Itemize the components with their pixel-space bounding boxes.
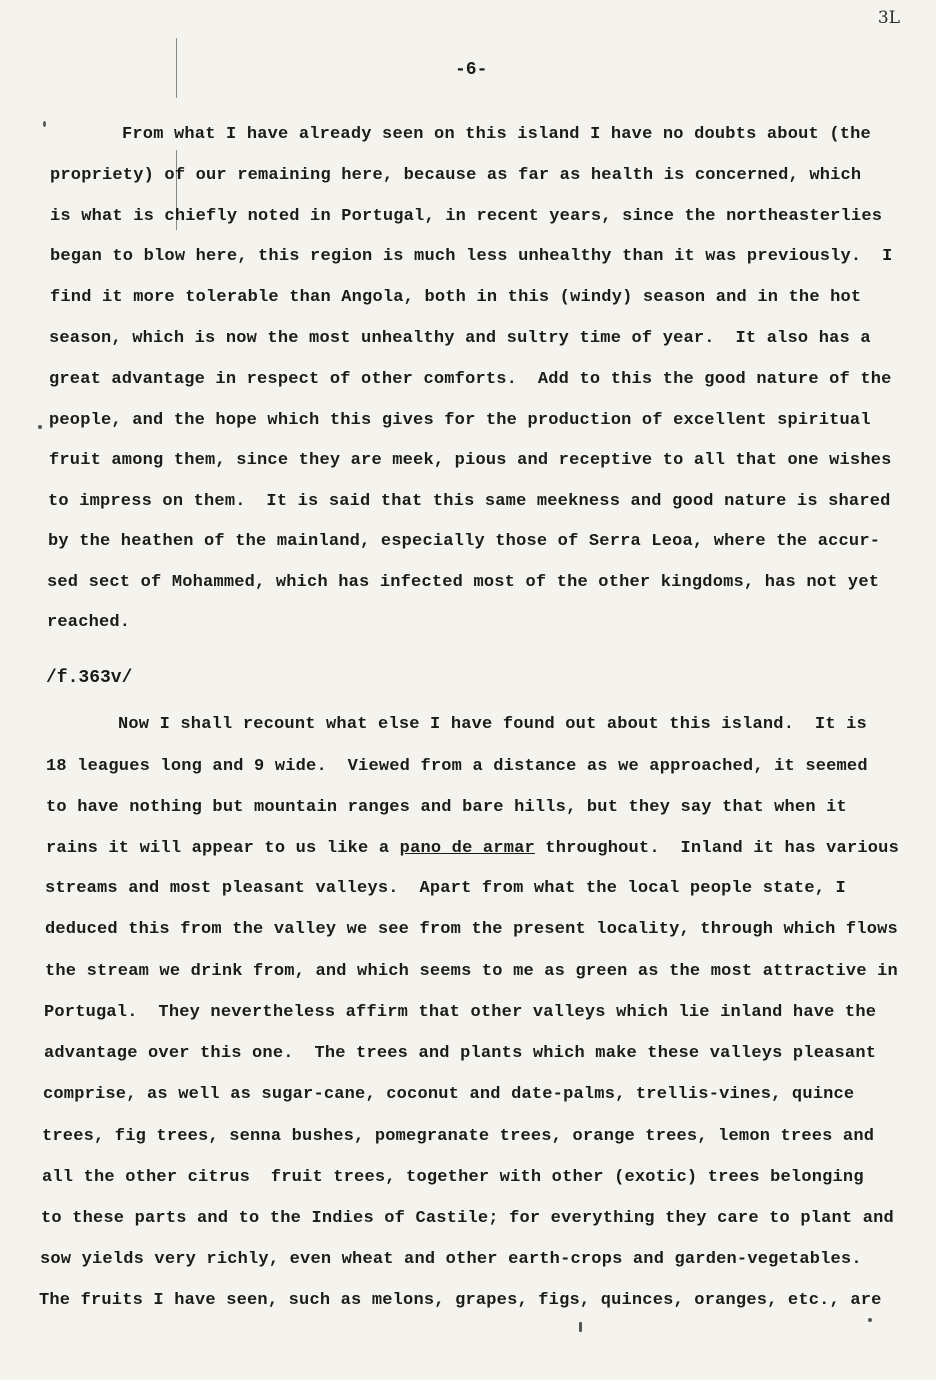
- text-line: From what I have already seen on this island I have no doubts about (the: [122, 125, 871, 144]
- underlined-term: pano de armar: [399, 839, 535, 858]
- scan-speck: [868, 1318, 872, 1322]
- text-line: began to blow here, this region is much less unhealthy than it was previously. I: [50, 247, 893, 266]
- text-line: Now I shall recount what else I have found out about this island. It is: [118, 715, 867, 734]
- text-line: 18 leagues long and 9 wide. Viewed from a distance as we approached, it seemed: [46, 757, 868, 776]
- text-line: is what is chiefly noted in Portugal, in recent years, since the northeasterlies: [50, 207, 883, 226]
- text-line: all the other citrus fruit trees, together with other (exotic) trees belonging: [42, 1168, 864, 1187]
- page-number: -6-: [455, 60, 488, 80]
- text-line: deduced this from the valley we see from the present locality, through which flows: [45, 920, 898, 939]
- scan-speck: [38, 425, 42, 429]
- text-line: to impress on them. It is said that this same meekness and good nature is shared: [48, 492, 891, 511]
- text-line: season, which is now the most unhealthy and sultry time of year. It also has a: [49, 329, 871, 348]
- text-line: by the heathen of the mainland, especially those of Serra Leoa, where the accur-: [48, 532, 881, 551]
- text-line: the stream we drink from, and which seems to me as green as the most attractive in: [45, 962, 898, 981]
- text-line: people, and the hope which this gives for the production of excellent spiritual: [49, 411, 871, 430]
- scan-speck: [579, 1322, 582, 1332]
- text-line: comprise, as well as sugar-cane, coconut and date-palms, trellis-vines, quince: [43, 1085, 855, 1104]
- text-line: great advantage in respect of other comforts. Add to this the good nature of the: [49, 370, 892, 389]
- text-line: to have nothing but mountain ranges and bare hills, but they say that when it: [46, 798, 847, 817]
- text-line: fruit among them, since they are meek, pious and receptive to all that one wishes: [49, 451, 892, 470]
- text-line: [46, 838, 899, 860]
- text-line: trees, fig trees, senna bushes, pomegranate trees, orange trees, lemon trees and: [42, 1127, 875, 1146]
- text-line: sow yields very richly, even wheat and other earth-crops and garden-vegetables.: [40, 1250, 862, 1269]
- text-segment: throughout. Inland it has various: [534, 839, 899, 858]
- text-line: propriety) of our remaining here, because as far as health is concerned, which: [50, 166, 862, 185]
- text-line: sed sect of Mohammed, which has infected most of the other kingdoms, has not yet: [47, 573, 880, 592]
- folio-reference: /f.363v/: [46, 668, 133, 688]
- text-line: Portugal. They nevertheless affirm that other valleys which lie inland have the: [44, 1003, 877, 1022]
- text-line: to these parts and to the Indies of Castile; for everything they care to plant and: [41, 1209, 894, 1228]
- scan-mark: [176, 38, 177, 98]
- corner-annotation: 3L: [877, 8, 900, 28]
- scan-speck: [43, 121, 46, 127]
- text-line: The fruits I have seen, such as melons, grapes, figs, quinces, oranges, etc., are: [39, 1291, 882, 1310]
- text-line: streams and most pleasant valleys. Apart from what the local people state, I: [45, 879, 846, 898]
- text-line: advantage over this one. The trees and plants which make these valleys pleasant: [44, 1044, 877, 1063]
- text-segment: rains it will appear to us like a: [46, 839, 400, 858]
- text-line: reached.: [47, 613, 131, 632]
- text-line: find it more tolerable than Angola, both in this (windy) season and in the hot: [50, 288, 862, 307]
